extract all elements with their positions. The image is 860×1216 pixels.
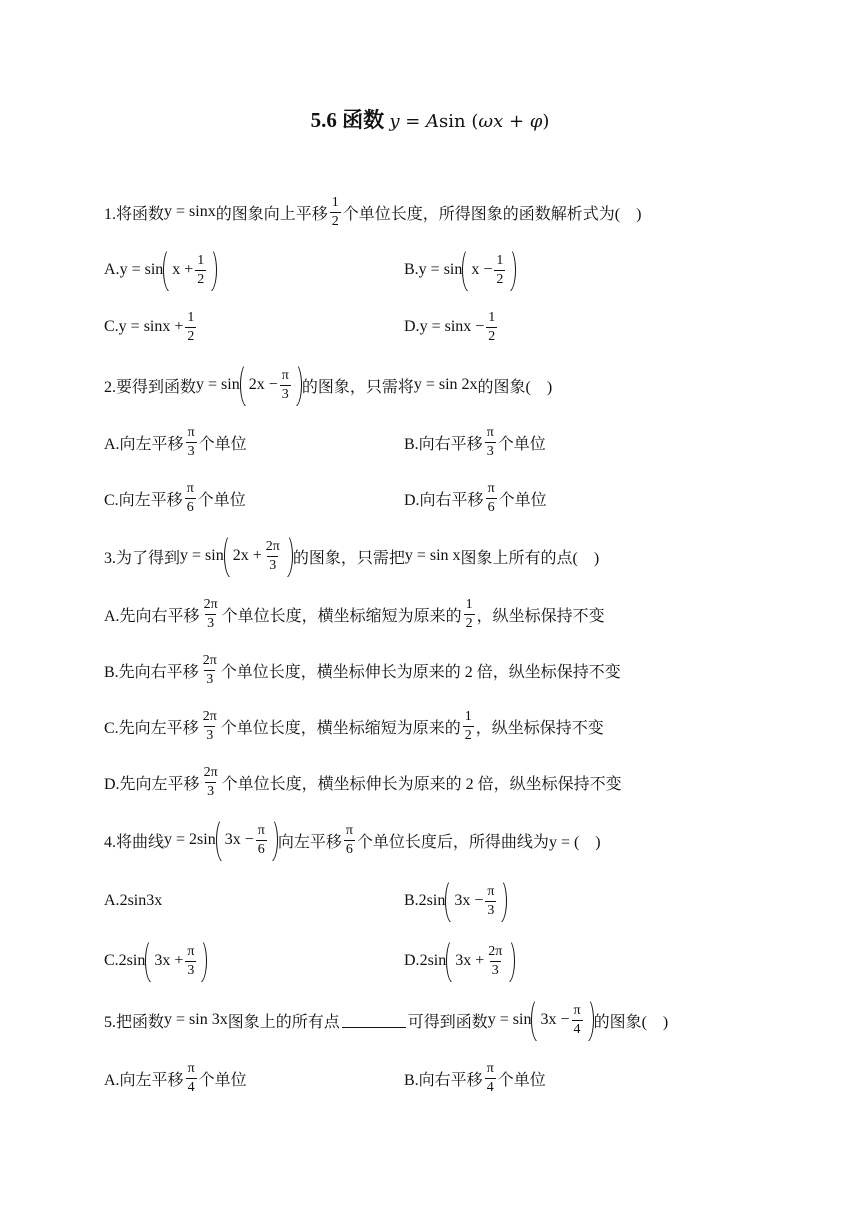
fraction: $\frac{1}{2}$ bbox=[331, 194, 339, 229]
answer-blank[interactable] bbox=[342, 1013, 406, 1028]
page-title: 5.6 函数 y = Asin (ωx + φ) bbox=[310, 108, 550, 132]
